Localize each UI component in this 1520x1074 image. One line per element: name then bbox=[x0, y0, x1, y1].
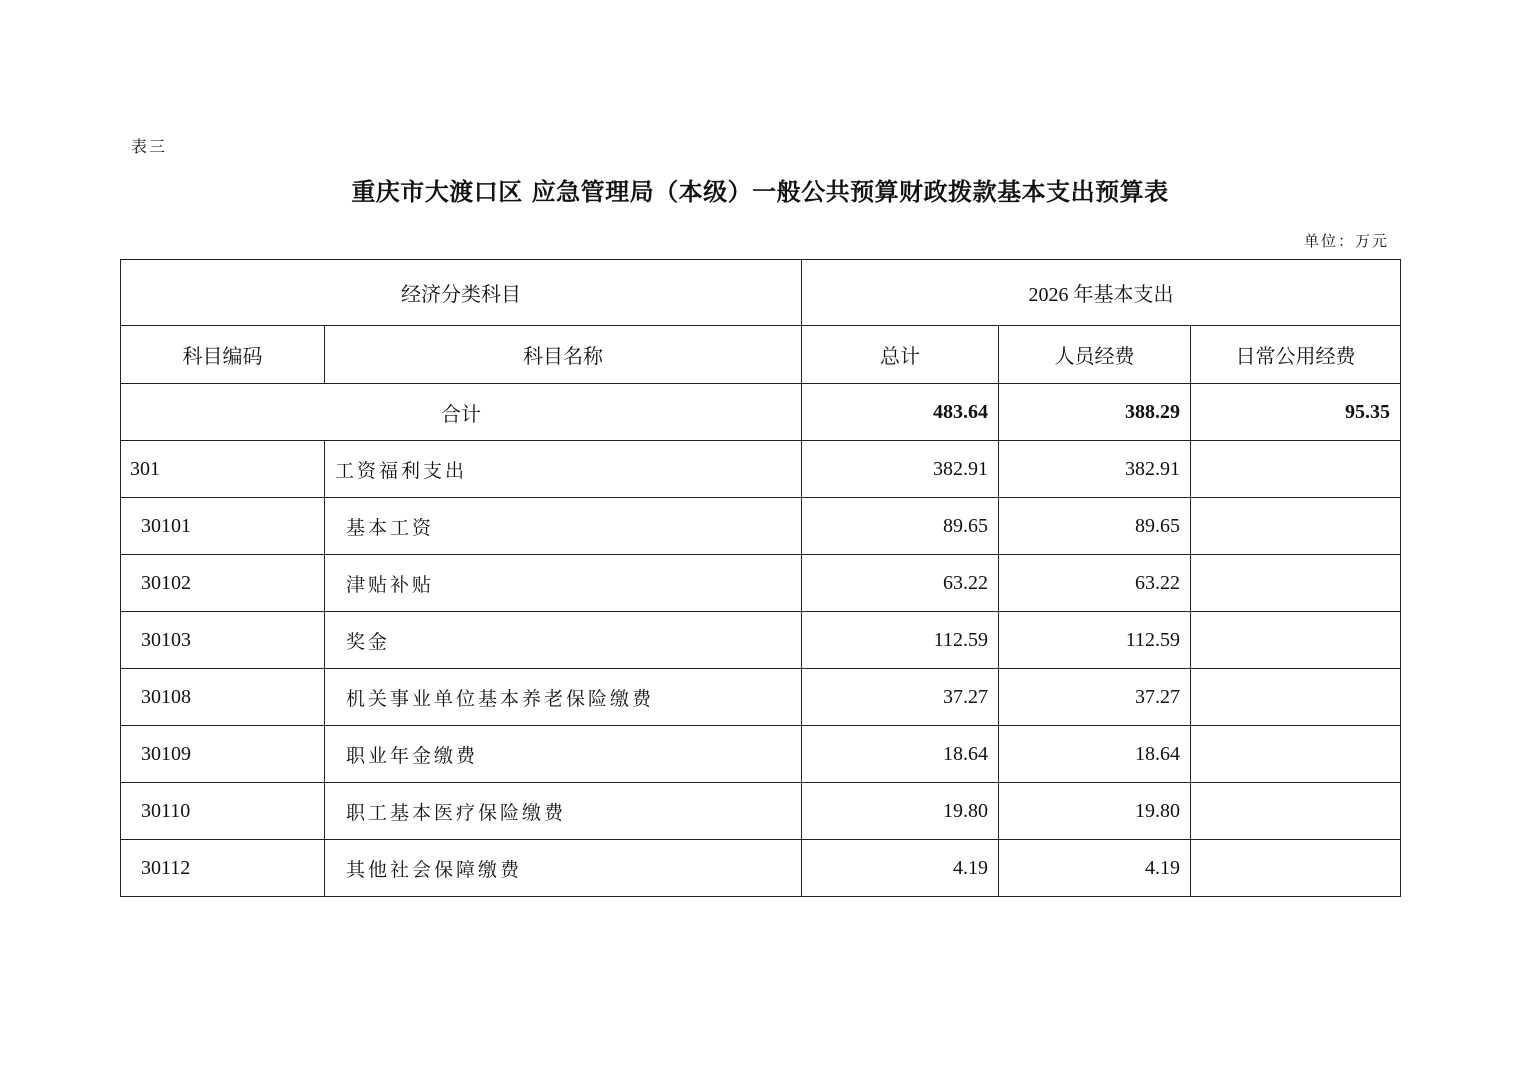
row-total: 63.22 bbox=[802, 555, 999, 612]
column-header-total: 总计 bbox=[802, 326, 999, 384]
row-total: 19.80 bbox=[802, 783, 999, 840]
row-code: 30110 bbox=[121, 783, 325, 840]
table-row bbox=[121, 612, 1401, 669]
budget-table bbox=[120, 259, 1401, 897]
column-header-name: 科目名称 bbox=[325, 326, 802, 384]
header-row-columns bbox=[121, 326, 1401, 384]
row-code: 30103 bbox=[121, 612, 325, 669]
unit-note: 单位：万元 bbox=[1303, 232, 1389, 250]
row-personnel: 18.64 bbox=[999, 726, 1191, 783]
row-personnel: 382.91 bbox=[999, 441, 1191, 498]
row-name: 职工基本医疗保险缴费 bbox=[325, 783, 802, 840]
total-row bbox=[121, 384, 1401, 441]
row-name: 机关事业单位基本养老保险缴费 bbox=[325, 669, 802, 726]
row-personnel: 37.27 bbox=[999, 669, 1191, 726]
row-total: 382.91 bbox=[802, 441, 999, 498]
row-code: 30112 bbox=[121, 840, 325, 897]
row-public bbox=[1191, 669, 1401, 726]
row-public bbox=[1191, 783, 1401, 840]
row-name: 工资福利支出 bbox=[325, 441, 802, 498]
document-title: 重庆市大渡口区 应急管理局（本级）一般公共预算财政拨款基本支出预算表 bbox=[351, 177, 1169, 206]
table-row bbox=[121, 726, 1401, 783]
row-name: 津贴补贴 bbox=[325, 555, 802, 612]
column-header-public: 日常公用经费 bbox=[1191, 326, 1401, 384]
row-personnel: 112.59 bbox=[999, 612, 1191, 669]
row-code: 30108 bbox=[121, 669, 325, 726]
row-total: 112.59 bbox=[802, 612, 999, 669]
row-total: 4.19 bbox=[802, 840, 999, 897]
row-public bbox=[1191, 840, 1401, 897]
total-personnel: 388.29 bbox=[999, 384, 1191, 441]
row-name: 基本工资 bbox=[325, 498, 802, 555]
row-total: 18.64 bbox=[802, 726, 999, 783]
row-public bbox=[1191, 498, 1401, 555]
total-label: 合计 bbox=[121, 384, 802, 441]
table-row bbox=[121, 555, 1401, 612]
row-public bbox=[1191, 612, 1401, 669]
table-row bbox=[121, 441, 1401, 498]
row-personnel: 19.80 bbox=[999, 783, 1191, 840]
table-row bbox=[121, 498, 1401, 555]
column-header-personnel: 人员经费 bbox=[999, 326, 1191, 384]
row-code: 301 bbox=[121, 441, 325, 498]
row-public bbox=[1191, 555, 1401, 612]
table-number-label: 表三 bbox=[131, 137, 168, 156]
row-personnel: 4.19 bbox=[999, 840, 1191, 897]
row-code: 30102 bbox=[121, 555, 325, 612]
row-name: 其他社会保障缴费 bbox=[325, 840, 802, 897]
row-name: 奖金 bbox=[325, 612, 802, 669]
row-total: 37.27 bbox=[802, 669, 999, 726]
row-personnel: 63.22 bbox=[999, 555, 1191, 612]
row-code: 30109 bbox=[121, 726, 325, 783]
table-row bbox=[121, 669, 1401, 726]
row-total: 89.65 bbox=[802, 498, 999, 555]
row-code: 30101 bbox=[121, 498, 325, 555]
table-row bbox=[121, 840, 1401, 897]
row-public bbox=[1191, 441, 1401, 498]
table-row bbox=[121, 783, 1401, 840]
header-economic-classification: 经济分类科目 bbox=[121, 260, 802, 326]
total-sum: 483.64 bbox=[802, 384, 999, 441]
row-personnel: 89.65 bbox=[999, 498, 1191, 555]
header-row-group bbox=[121, 260, 1401, 326]
column-header-code: 科目编码 bbox=[121, 326, 325, 384]
header-basic-expenditure: 2026 年基本支出 bbox=[802, 260, 1401, 326]
row-public bbox=[1191, 726, 1401, 783]
row-name: 职业年金缴费 bbox=[325, 726, 802, 783]
total-public: 95.35 bbox=[1191, 384, 1401, 441]
